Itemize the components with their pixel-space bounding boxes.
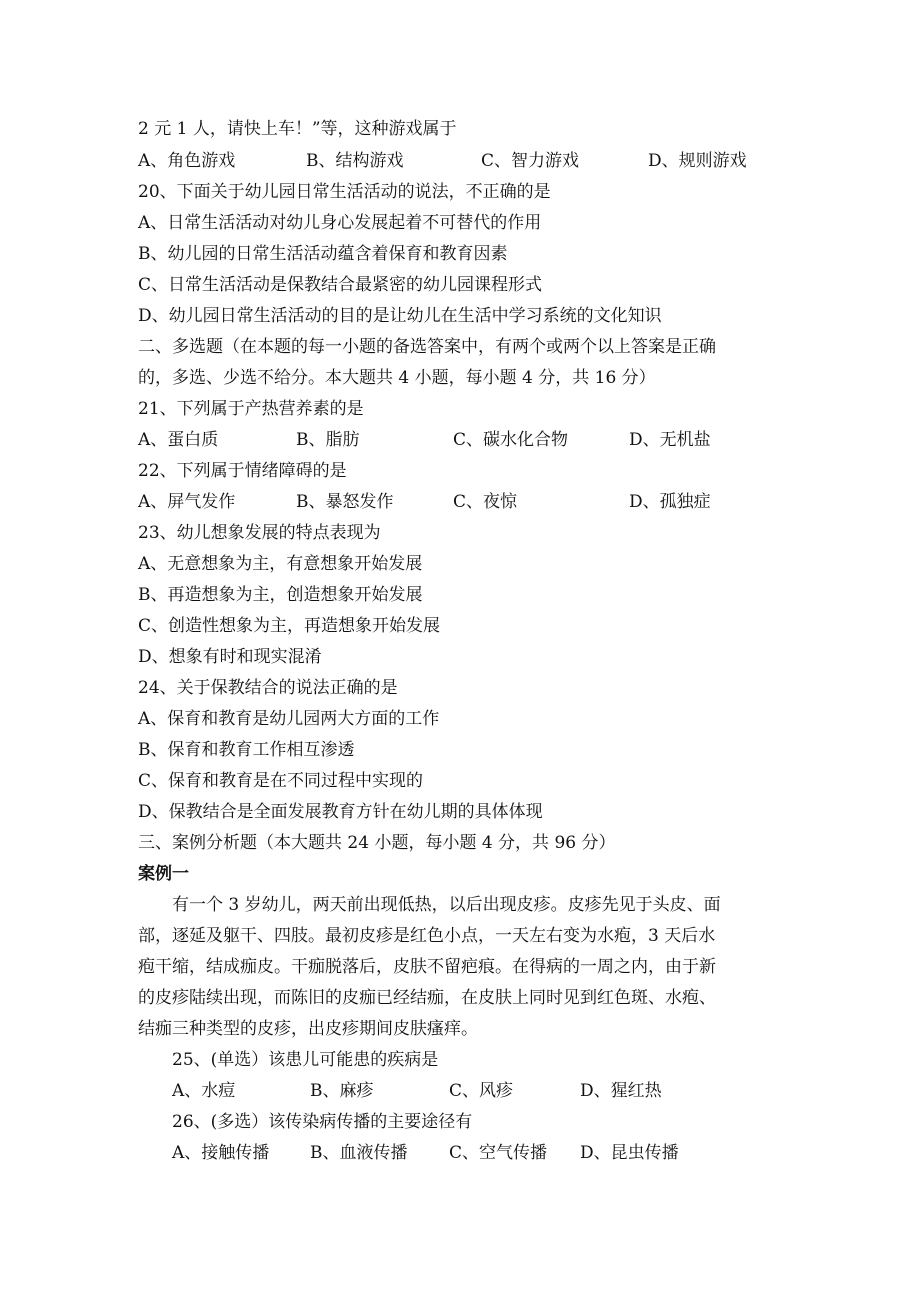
q23-option-a: A、无意想象为主，有意想象开始发展 xyxy=(138,554,423,574)
q19-option-b: B、结构游戏 xyxy=(306,151,404,171)
q26-stem: 26、(多选）该传染病传播的主要途径有 xyxy=(172,1112,473,1132)
q19-option-c: C、智力游戏 xyxy=(481,151,580,171)
q25-stem: 25、(单选）该患儿可能患的疾病是 xyxy=(172,1050,439,1070)
q22-option-d: D、孤独症 xyxy=(629,492,711,512)
q20-option-a: A、日常生活活动对幼儿身心发展起着不可替代的作用 xyxy=(138,213,542,233)
section-3-heading: 三、案例分析题（本大题共 24 小题，每小题 4 分，共 96 分） xyxy=(138,833,616,853)
q21-option-b: B、脂肪 xyxy=(296,430,360,450)
q26-option-c: C、空气传播 xyxy=(449,1143,548,1163)
q24-option-d: D、保教结合是全面发展教育方针在幼儿期的具体体现 xyxy=(138,802,543,822)
q21-stem: 21、下列属于产热营养素的是 xyxy=(138,399,364,419)
q22-option-b: B、暴怒发作 xyxy=(296,492,394,512)
q22-stem: 22、下列属于情绪障碍的是 xyxy=(138,461,347,481)
case-1-paragraph-line-4: 的皮疹陆续出现，而陈旧的皮痂已经结痂，在皮肤上同时见到红色斑、水疱、 xyxy=(138,988,716,1008)
q25-option-a: A、水痘 xyxy=(172,1081,236,1101)
q20-stem: 20、下面关于幼儿园日常生活活动的说法，不正确的是 xyxy=(138,182,551,202)
q26-option-d: D、昆虫传播 xyxy=(580,1143,679,1163)
section-2-heading-line-1: 二、多选题（在本题的每一小题的备选答案中，有两个或两个以上答案是正确 xyxy=(138,337,716,357)
q20-option-c: C、日常生活活动是保教结合最紧密的幼儿园课程形式 xyxy=(138,275,543,295)
q23-option-c: C、创造性想象为主，再造想象开始发展 xyxy=(138,616,441,636)
q20-option-b: B、幼儿园的日常生活活动蕴含着保育和教育因素 xyxy=(138,244,508,264)
case-1-paragraph-line-1: 有一个 3 岁幼儿，两天前出现低热，以后出现皮疹。皮疹先见于头皮、面 xyxy=(172,895,721,915)
q26-option-a: A、接触传播 xyxy=(172,1143,270,1163)
q26-option-b: B、血液传播 xyxy=(310,1143,408,1163)
q23-option-d: D、想象有时和现实混淆 xyxy=(138,647,322,667)
case-1-paragraph-line-2: 部，逐延及躯干、四肢。最初皮疹是红色小点，一天左右变为水疱，3 天后水 xyxy=(138,926,716,946)
q24-stem: 24、关于保教结合的说法正确的是 xyxy=(138,678,398,698)
q24-option-a: A、保育和教育是幼儿园两大方面的工作 xyxy=(138,709,440,729)
q25-option-b: B、麻疹 xyxy=(310,1081,374,1101)
q20-option-d: D、幼儿园日常生活活动的目的是让幼儿在生活中学习系统的文化知识 xyxy=(138,306,662,326)
q19-option-a: A、角色游戏 xyxy=(138,151,236,171)
q24-option-c: C、保育和教育是在不同过程中实现的 xyxy=(138,771,424,791)
q23-stem: 23、幼儿想象发展的特点表现为 xyxy=(138,523,381,543)
q21-option-a: A、蛋白质 xyxy=(138,430,219,450)
case-1-title: 案例一 xyxy=(138,864,189,884)
q24-option-b: B、保育和教育工作相互渗透 xyxy=(138,740,355,760)
q21-option-c: C、碳水化合物 xyxy=(453,430,569,450)
q22-option-a: A、屏气发作 xyxy=(138,492,236,512)
section-2-heading-line-2: 的，多选、少选不给分。本大题共 4 小题，每小题 4 分，共 16 分） xyxy=(138,368,656,388)
q21-option-d: D、无机盐 xyxy=(629,430,711,450)
q19-option-d: D、规则游戏 xyxy=(648,151,747,171)
case-1-paragraph-line-5: 结痂三种类型的皮疹，出皮疹期间皮肤瘙痒。 xyxy=(138,1019,478,1039)
q25-option-c: C、风疹 xyxy=(449,1081,514,1101)
q25-option-d: D、猩红热 xyxy=(580,1081,662,1101)
q23-option-b: B、再造想象为主，创造想象开始发展 xyxy=(138,585,423,605)
q22-option-c: C、夜惊 xyxy=(453,492,518,512)
case-1-paragraph-line-3: 疱干缩，结成痂皮。干痂脱落后，皮肤不留疤痕。在得病的一周之内，由于新 xyxy=(138,957,716,977)
q19-stem-continuation: 2 元 1 人，请快上车！”等，这种游戏属于 xyxy=(138,119,457,139)
